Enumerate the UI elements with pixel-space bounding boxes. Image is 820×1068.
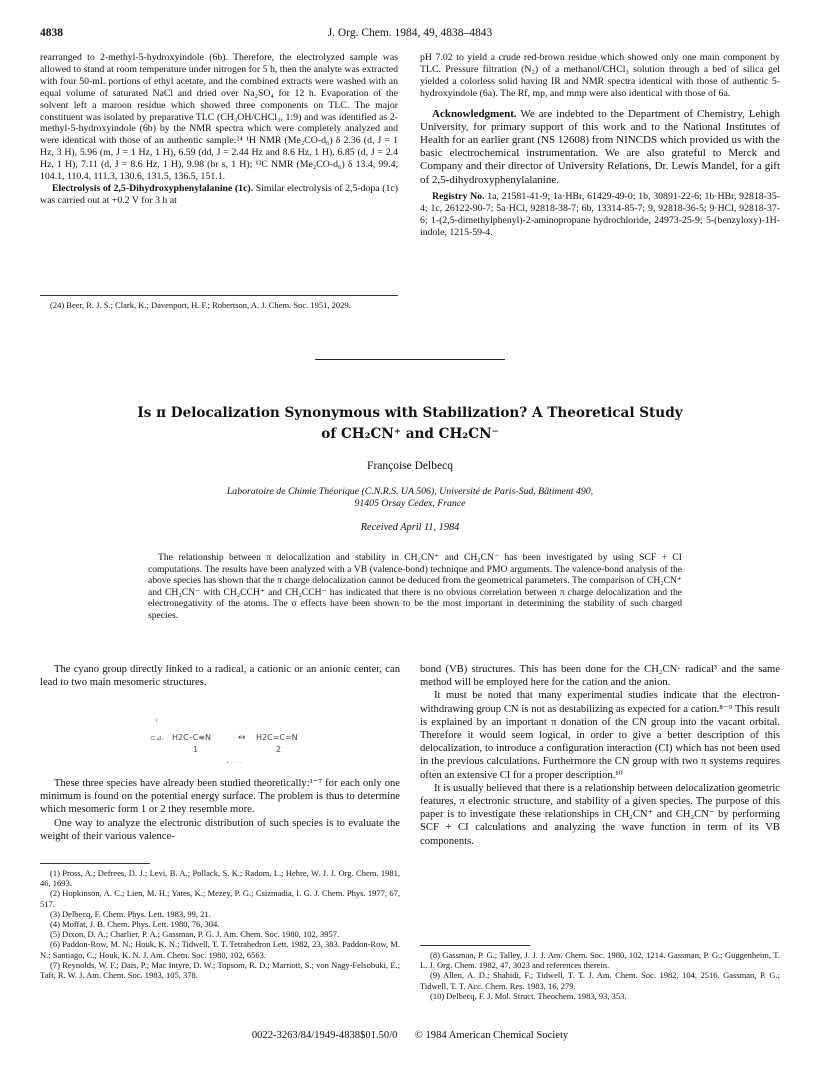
footnotes-right: [420, 950, 780, 1001]
received-date: Received April 11, 1984: [360, 522, 460, 533]
affiliation-line-2: 91405 Orsay Cedex, France: [354, 498, 466, 509]
purpose-paragraph: It is usually believed that there is a relationship between delocalization geometric features, π electronic structure, and stability of a given species. The purpose of this paper is to investigate these relationships in CH₂CN⁺ and CH₂CN⁻ by performing SCF + CI calculations and analyzing the wave function in term of its VB components.: [420, 782, 780, 847]
paragraph-text: Similar electrolysis of 2,5-dopa (1c) was carried out at +0.2 V for 3 h at: [40, 182, 399, 206]
prev-article-left-column: [40, 52, 398, 207]
footnote-9: (9) Allen, A. D.; Shahidi, F.; Tidwell, T. T. J. Am. Chem. Soc. 1982, 104, 2516. Gassman, P. G.; Tidwell, T. T. Acc. Chem. Res. 1983, 16, 279.: [420, 970, 780, 991]
prev-experimental-paragraph: rearranged to 2-methyl-5-hydroxyindole (6b). Therefore, the electrolyzed sample was allowed to stand at room temperature under nitrogen for 5 h, then the analyte was extracted with four 50-mL portions of ethyl acetate, and the combined extracts were washed with an equal volume of saturated NaCl and dried over Na₂SO₄ for 12 h. Evaporation of the solvent left a maroon residue which showed three components on TLC. The major constituent was isolated by preparative TLC (CH₃OH/CHCl₃, 1:9) and was identified as 2-methyl-5-hydroxyindole (6b) by the NMR spectra which were completely analyzed and were identical with those of an authentic sample:²⁴ ¹H NMR (Me₂CO-d₆) δ 2.36 (d, J = 1 Hz, 3 H), 5.96 (m, J = 1 Hz, 1 H), 6.59 (dd, J = 2.44 Hz and 8.6 Hz, 1 H), 6.85 (d, J = 2.4 Hz, 1 H), 7.11 (d, J = 8.6 Hz, 1 H), 9.98 (br s, 1 H); ¹³C NMR (Me₂CO-d₆) δ 13.4, 99.4, 104.1, 110.4, 111.3, 130.6, 131.5, 136.5, 151.1.: [40, 52, 398, 183]
structure-1: H2C–C≡N: [172, 733, 211, 742]
footnote-5: (5) Dixon, D. A.; Charlier, P. A.; Gassman, P. G. J. Am. Chem. Soc. 1980, 102, 3957.: [50, 929, 340, 940]
article-separator: [315, 359, 505, 360]
footnote-6: (6) Paddon-Row, M. N.; Houk, K. N.; Tidwell, T. T. Tetrahedron Lett. 1982, 23, 383. Paddon-Row, M. N.; Santiago, C.; Houk, K. N. J. Am. Chem. Soc. 1980, 102, 6563.: [40, 939, 400, 960]
vb-analysis-paragraph: One way to analyze the electronic distribution of such species is to evaluate the weight of their various valence-: [40, 817, 400, 842]
footnote-1: (1) Pross, A.; Defrees, D. J.; Levi, B. A.; Pollack, S. K.; Radom, L.; Hehre, W. J. J. Org. Chem. 1981, 46, 1693.: [40, 868, 400, 889]
resonance-arrow: ↔: [238, 733, 246, 743]
acknowledgment-paragraph: [420, 108, 780, 187]
run-in-heading: Electrolysis of 2,5-Dihydroxyphenylalanine (1c).: [52, 182, 254, 194]
structure-2-label: 2: [276, 745, 282, 754]
footnote-rule-right: [420, 945, 530, 946]
registry-paragraph: [420, 191, 780, 239]
article-title: [70, 403, 750, 445]
prev-article-right-column: [420, 52, 780, 238]
scheme-drawing: [150, 714, 350, 772]
footnote-7: (7) Reynolds, W. F.; Dais, P.; Mac Intyre, D. W.; Topsom, R. D.; Marriott, S.; von Nagy-Felsobuki, E.; Taft, R. W. J. Am. Chem. Soc. 1983, 105, 378.: [40, 959, 400, 981]
footnote-2: (2) Hopkinson, A. C.; Lien, M. H.; Yates, K.; Mezey, P. G.; Csizmadia, I. G. J. Chem. Phys. 1977, 67, 517.: [40, 888, 400, 909]
registry-heading: Registry No.: [432, 190, 485, 202]
scheme-mark: ı: [156, 717, 158, 724]
journal-citation: J. Org. Chem. 1984, 49, 4838–4843: [327, 27, 493, 39]
footnote-3: (3) Delbecq, F. Chem. Phys. Lett. 1983, 99, 21.: [50, 908, 211, 919]
vb-structures-paragraph: bond (VB) structures. This has been done for the CH₂CN· radical³ and the same method will be employed here for the cation and the anion.: [420, 664, 780, 689]
mesomeric-scheme: [150, 714, 350, 772]
body-left-p2: [40, 777, 400, 843]
acknowledgment-heading: Acknowledgment.: [432, 107, 517, 120]
footnote-rule-left: [40, 863, 150, 864]
prior-studies-paragraph: These three species have already been studied theoretically:¹⁻⁷ for each only one minimum is found on the potential energy surface. The problem is thus to determine which mesomeric form 1 or 2 they resemble more.: [40, 778, 400, 816]
footnote-4: (4) Moffat, J. B. Chem. Phys. Lett. 1980, 76, 304.: [50, 919, 220, 930]
body-left-p1: [40, 663, 400, 689]
prev-electrolysis-paragraph: [40, 183, 398, 207]
page-footer: [0, 1030, 820, 1041]
acknowledgment-text: We are indebted to the Department of Chemistry, Lehigh University, for primary support of this work and to the National Institutes of Health for an earlier grant (NS 12608) from NINCDS which provided us with the basic electrochemical instrumentation. We are also grateful to Merck and Company and their director of University Relations, Dr. Lewis Mandel, for a gift of 2,5-dihydroxyphenylalanine.: [420, 107, 780, 186]
article-code: 0022-3263/84/1949-4838$01.50/0: [251, 1030, 398, 1041]
footnote-text: (24) Beer, R. J. S.; Clark, K.; Davenport, H. F.; Robertson, A. J. Chem. Soc. 1951, 2029.: [50, 300, 351, 310]
footnote-rule: [40, 295, 398, 296]
registry-text: 1a, 21581-41-9; 1a·HBr, 61429-49-0; 1b, 30891-22-6; 1b·HBr, 92818-35-4; 1c, 26122-90-7; 5a·HCl, 92818-38-7; 6b, 13314-85-7; 9, 92818-36-5; 9·HCl, 92818-37-6; 1-(2,5-dimethylphenyl)-2-aminopropane hydrochloride, 24973-25-9; 5-(benzyloxy)-1H-indole, 1215-59-4.: [420, 190, 780, 238]
footnotes-left: [40, 868, 400, 980]
scheme-dots: • · · · ·: [226, 760, 242, 766]
abstract: The relationship between π delocalization and stability in CH₂CN⁺ and CH₂CN⁻ has been investigated by using SCF + CI computations. The results have been analyzed with a VB (valence-bond) technique and PMO arguments. The valence-bond analysis of the above species has shown that the π charge delocalization cannot be deduced from the geometrical parameters. The comparison of CH₂CN⁺ and CH₂CN⁻ with CH₂CCH⁺ and CH₂CCH⁻ has indicated that there is no obvious correlation between π charge delocalization and the electronegativity of the atoms. The σ effects have been shown to be the most important in determining the stability of such charged species.: [148, 552, 682, 621]
title-line-2: of CH₂CN⁺ and CH₂CN⁻: [321, 426, 499, 442]
prev-continued-paragraph: pH 7.02 to yield a crude red-brown residue which showed only one main component by TLC. Pressure filtration (N₂) of a methanol/CHCl₃ solution through a bed of silica gel yielded a colorless solid having IR and NMR spectra identical with those of authentic 5-hydroxyindole (6a). The Rf, mp, and mmp were also identical with those of 6a.: [420, 52, 780, 99]
footnote-8: (8) Gassman, P. G.; Talley, J. J. J. Am. Chem. Soc. 1980, 102, 1214. Gassman, P. G.; Guggenheim, T. L. J. Org. Chem. 1982, 47, 3023 and references therein.: [420, 950, 780, 971]
affiliation: [60, 486, 760, 510]
author-name: Françoise Delbecq: [367, 460, 453, 472]
experimental-studies-paragraph: It must be noted that many experimental studies indicate that the electron-withdrawing group CN is not as destabilizing as expected for a cation.⁸⁻⁹ This result is explained by an important π donation of the CN group into the vacant orbital. Therefore it would seem logical, in order to give a better description of this delocalization, to introduce a configuration interaction (CI) which has not been used in the previous calculations. Furthermore the CN group with two π systems requires often an extensive CI for a proper description.¹⁰: [420, 690, 780, 781]
structure-1-label: 1: [193, 745, 199, 754]
footnote-10: (10) Delbecq, F. J. Mol. Struct. Theochem. 1983, 93, 353.: [430, 990, 627, 1001]
copyright: © 1984 American Chemical Society: [414, 1030, 569, 1041]
affiliation-line-1: Laboratoire de Chimie Théorique (C.N.R.S. UA 506), Université de Paris-Sud, Bâtiment 490,: [226, 486, 594, 497]
page-number: 4838: [40, 27, 63, 39]
scheme-mark-arrow: ⊂⊿.: [150, 734, 164, 742]
prev-footnote-24: [40, 300, 398, 310]
body-right-column: [420, 663, 780, 848]
title-line-1: Is π Delocalization Synonymous with Stabilization? A Theoretical Study: [137, 405, 683, 421]
intro-paragraph: The cyano group directly linked to a radical, a cationic or an anionic center, can lead to two main mesomeric structures.: [40, 664, 400, 689]
structure-2: H2C=C=N: [256, 733, 298, 742]
